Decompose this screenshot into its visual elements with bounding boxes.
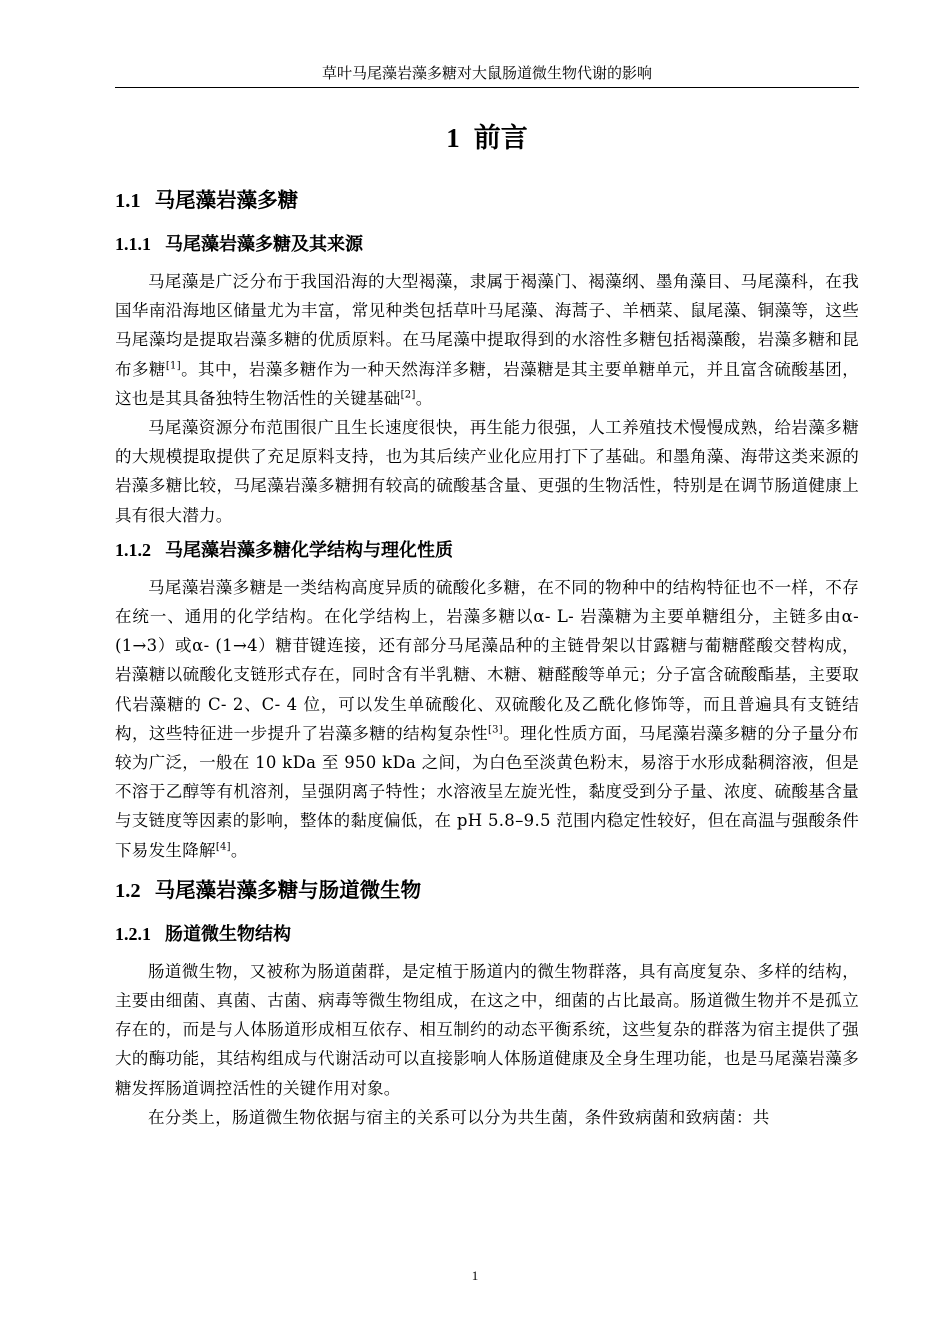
chapter-heading (115, 118, 859, 159)
citation-ref: [1] (165, 360, 181, 372)
paragraph-text: 马尾藻岩藻多糖是一类结构高度异质的硫酸化多糖，在不同的物种中的结构特征也不一样，不存在统一、通用的化学结构。在化学结构上，岩藻多糖以α- L- 岩藻糖为主要单糖组分，主链多由α- (1→3）或α- (1→4）糖苷键连接，还有部分马尾藻品种的主链骨架以甘露糖与葡糖醛酸交替构成，岩藻糖以硫酸化支链形式存在，同时含有半乳糖、木糖、糖醛酸等单元；分子富含硫酸酯基，主要取代岩藻糖的 C- 2、C- 4 位，可以发生单硫酸化、双硫酸化及乙酰化修饰等，而且普遍具有支链结构，这些特征进一步提升了岩藻多糖的结构复杂性 (115, 577, 859, 743)
paragraph-text: 。 (415, 388, 433, 408)
paragraph-text: 。 (230, 840, 248, 860)
subsection-title: 马尾藻岩藻多糖及其来源 (165, 234, 363, 255)
subsection-title: 马尾藻岩藻多糖化学结构与理化性质 (165, 539, 453, 561)
chapter-title: 前言 (473, 123, 528, 154)
citation-ref: [4] (215, 841, 231, 853)
subsection-title: 肠道微生物结构 (165, 923, 291, 945)
paragraph-1-1-1-b: 马尾藻资源分布范围很广且生长速度很快，再生能力很强，人工养殖技术慢慢成熟，给岩藻多糖的大规模提取提供了充足原料支持，也为其后续产业化应用打下了基础。和墨角藻、海带这类来源的岩藻多糖比较，马尾藻岩藻多糖拥有较高的硫酸基含量、更强的生物活性，特别是在调节肠道健康上具有很大潜力。 (115, 418, 859, 525)
chapter-number: 1 (446, 123, 460, 153)
page-number: 1 (471, 1268, 479, 1283)
paragraph-1-1-2-a (115, 573, 859, 865)
paragraph-1-2-1-a: 肠道微生物，又被称为肠道菌群，是定植于肠道内的微生物群落，具有高度复杂、多样的结构，主要由细菌、真菌、古菌、病毒等微生物组成，在这之中，细菌的占比最高。肠道微生物并不是孤立存在的，而是与人体肠道形成相互依存、相互制约的动态平衡系统，这些复杂的群落为宿主提供了强大的酶功能，其结构组成与代谢活动可以直接影响人体肠道健康及全身生理功能，也是马尾藻岩藻多糖发挥肠道调控活性的关键作用对象。 (115, 961, 859, 1098)
section-heading-1-2 (115, 873, 859, 908)
subsection-number: 1.1.2 (115, 539, 151, 560)
running-header: 草叶马尾藻岩藻多糖对大鼠肠道微生物代谢的影响 (321, 64, 652, 82)
page-content (115, 118, 859, 1132)
subsection-heading-1-1-1 (115, 228, 859, 261)
citation-ref: [2] (400, 389, 416, 401)
paragraph-1-2-1-b: 在分类上，肠道微生物依据与宿主的关系可以分为共生菌，条件致病菌和致病菌：共 (148, 1107, 770, 1127)
section-number: 1.2 (115, 879, 141, 902)
section-title: 马尾藻岩藻多糖 (154, 188, 299, 212)
paragraph-text: 。理化性质方面，马尾藻岩藻多糖的分子量分布较为广泛，一般在 10 kDa 至 950 kDa 之间，为白色至淡黄色粉末，易溶于水形成黏稠溶液，但是不溶于乙醇等有机溶剂，呈强阴离子特性；水溶液呈左旋光性，黏度受到分子量、浓度、硫酸基含量与支链度等因素的影响，整体的黏度偏低，在 pH 5.8–9.5 范围内稳定性较好，但在高温与强酸条件下易发生降解 (115, 723, 859, 860)
section-number: 1.1 (115, 190, 141, 212)
paragraph-1-1-1-a (115, 267, 859, 413)
subsection-number: 1.2.1 (115, 923, 151, 944)
section-title: 马尾藻岩藻多糖与肠道微生物 (154, 877, 422, 902)
header-rule (115, 87, 859, 88)
subsection-heading-1-2-1 (115, 918, 859, 951)
paragraph-text: 马尾藻是广泛分布于我国沿海的大型褐藻，隶属于褐藻门、褐藻纲、墨角藻目、马尾藻科，在我国华南沿海地区储量尤为丰富，常见种类包括草叶马尾藻、海蒿子、羊栖菜、鼠尾藻、铜藻等，这些马尾藻均是提取岩藻多糖的优质原料。在马尾藻中提取得到的水溶性多糖包括褐藻酸，岩藻多糖和昆布多糖 (115, 272, 859, 379)
subsection-heading-1-1-2 (115, 534, 859, 567)
section-heading-1-1 (115, 183, 859, 218)
paragraph-text: 。其中，岩藻多糖作为一种天然海洋多糖，岩藻糖是其主要单糖单元，并且富含硫酸基团，这也是其具备独特生物活性的关键基础 (115, 359, 859, 408)
subsection-number: 1.1.1 (115, 234, 151, 254)
citation-ref: [3] (487, 724, 504, 736)
